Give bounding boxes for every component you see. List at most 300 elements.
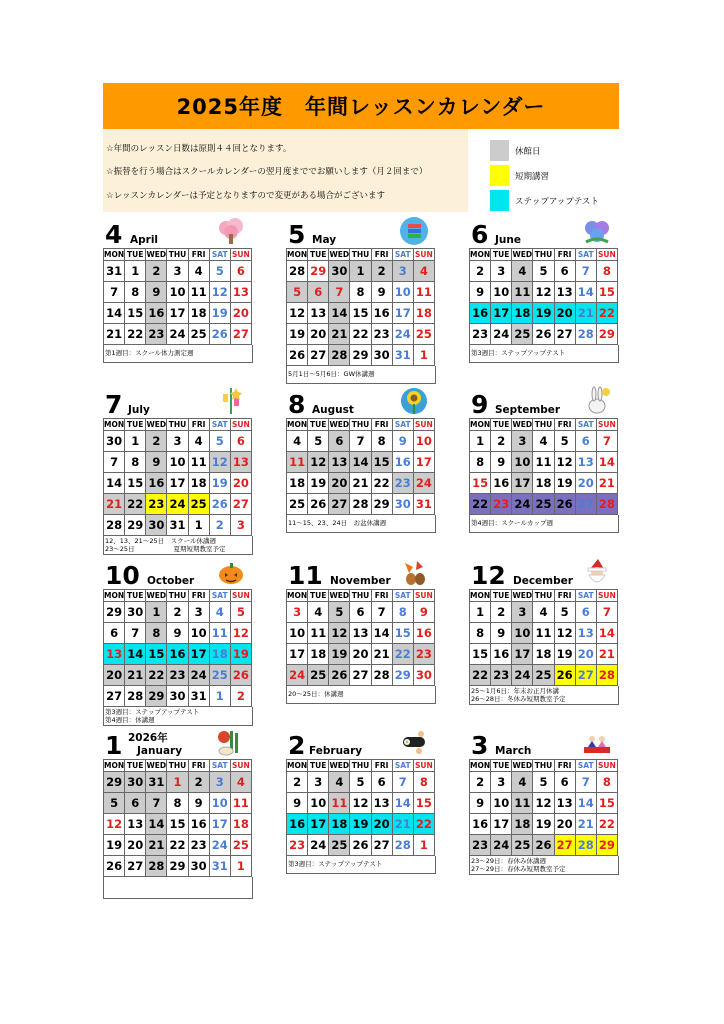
day-cell: 21 (350, 473, 371, 494)
day-cell: 17 (188, 644, 209, 665)
legend-item-short-course (490, 165, 549, 186)
day-cell: 24 (512, 494, 533, 515)
day-cell: 7 (392, 772, 413, 793)
month-name: October (147, 575, 195, 587)
calendar-grid (286, 759, 435, 856)
day-cell: 8 (413, 772, 434, 793)
month-name: June (495, 234, 521, 246)
day-cell: 28 (371, 665, 392, 686)
legend (490, 138, 620, 213)
day-cell: 17 (512, 644, 533, 665)
day-cell: 20 (575, 644, 596, 665)
week-row (287, 772, 435, 793)
day-cell: 13 (125, 814, 146, 835)
day-cell: 11 (512, 793, 533, 814)
week-row (287, 835, 435, 856)
day-cell: 17 (167, 473, 188, 494)
day-cell: 9 (188, 793, 209, 814)
day-cell: 3 (167, 261, 188, 282)
day-cell: 13 (575, 452, 596, 473)
month-november (286, 553, 435, 704)
day-cell: 29 (125, 515, 146, 536)
legend-swatch (490, 190, 509, 211)
weekday-label: SAT (575, 249, 596, 261)
day-cell: 10 (287, 623, 308, 644)
day-cell: 4 (413, 261, 434, 282)
week-row (104, 452, 252, 473)
day-cell: 28 (575, 324, 596, 345)
day-cell: 5 (329, 602, 350, 623)
day-cell: 25 (188, 324, 209, 345)
weekday-header-row (470, 760, 618, 772)
day-cell: 14 (329, 303, 350, 324)
day-cell: 5 (533, 772, 554, 793)
day-cell: 3 (491, 261, 512, 282)
day-cell: 23 (413, 644, 434, 665)
day-cell: 7 (575, 261, 596, 282)
month-header (469, 212, 618, 248)
month-name: November (330, 575, 391, 587)
week-row (287, 602, 435, 623)
week-row (104, 515, 252, 536)
weekday-label: THU (351, 420, 370, 429)
day-cell: 12 (533, 793, 554, 814)
weekday-label: SUN (598, 250, 616, 259)
day-cell: 7 (146, 793, 167, 814)
day-cell: 10 (167, 452, 188, 473)
day-cell: 7 (371, 602, 392, 623)
day-cell: 5 (104, 793, 125, 814)
day-cell: 19 (104, 835, 125, 856)
month-number: 10 (105, 561, 140, 590)
weekday-label: TUE (308, 419, 329, 431)
day-cell: 31 (104, 261, 125, 282)
month-year: 2026年 (128, 732, 168, 744)
month-name: August (312, 404, 354, 416)
day-cell: 23 (146, 494, 167, 515)
month-header (469, 382, 618, 418)
day-cell: 25 (512, 835, 533, 856)
week-row (470, 303, 618, 324)
day-cell: 28 (350, 494, 371, 515)
weekday-label: THU (168, 420, 187, 429)
day-cell: 13 (104, 644, 125, 665)
month-name: December (513, 575, 573, 587)
legend-label: 休館日 (515, 146, 541, 157)
weekday-label: FRI (188, 760, 209, 772)
day-cell: 24 (167, 494, 188, 515)
day-cell: 1 (125, 431, 146, 452)
weekday-label: SAT (209, 760, 230, 772)
month-july (103, 382, 252, 555)
day-cell: 21 (596, 473, 617, 494)
week-row (104, 644, 252, 665)
day-cell: 23 (146, 324, 167, 345)
day-cell: 20 (104, 665, 125, 686)
day-cell: 16 (491, 473, 512, 494)
day-cell: 15 (392, 623, 413, 644)
month-note (469, 686, 619, 705)
weekday-label: FRI (371, 249, 392, 261)
day-cell: 15 (470, 473, 491, 494)
week-row (470, 431, 618, 452)
day-cell: 22 (167, 835, 188, 856)
day-cell: 7 (125, 623, 146, 644)
month-note-line: 23～29日：春休み休講週 (471, 857, 547, 865)
weekday-header-row (104, 249, 252, 261)
day-cell: 27 (230, 324, 251, 345)
calendar-grid (286, 418, 435, 515)
day-cell: 6 (350, 602, 371, 623)
week-row (104, 282, 252, 303)
weekday-label: WED (512, 591, 533, 600)
santa-icon (582, 557, 612, 587)
day-cell: 27 (575, 494, 596, 515)
day-cell: 28 (575, 835, 596, 856)
day-cell: 23 (287, 835, 308, 856)
day-cell: 28 (596, 494, 617, 515)
legend-swatch (490, 165, 509, 186)
day-cell: 2 (188, 772, 209, 793)
weekday-label: TUE (491, 249, 512, 261)
day-cell: 23 (167, 665, 188, 686)
day-cell: 14 (350, 452, 371, 473)
day-cell: 14 (575, 793, 596, 814)
weekday-label: FRI (371, 590, 392, 602)
week-row (287, 494, 435, 515)
day-cell: 4 (512, 772, 533, 793)
day-cell: 13 (575, 623, 596, 644)
day-cell: 2 (146, 431, 167, 452)
day-cell: 21 (104, 494, 125, 515)
day-cell: 2 (209, 515, 230, 536)
day-cell: 11 (512, 282, 533, 303)
day-cell: 18 (188, 473, 209, 494)
weekday-label: MON (104, 761, 125, 770)
day-cell: 21 (371, 644, 392, 665)
month-header (103, 723, 252, 759)
day-cell: 20 (350, 644, 371, 665)
day-cell: 9 (167, 623, 188, 644)
weekday-label: WED (146, 591, 167, 600)
day-cell: 30 (104, 431, 125, 452)
day-cell: 2 (491, 431, 512, 452)
weekday-label: FRI (371, 419, 392, 431)
weekday-header-row (287, 760, 435, 772)
weekday-label: SAT (392, 249, 413, 261)
day-cell: 13 (230, 452, 251, 473)
day-cell: 1 (413, 835, 434, 856)
weekday-label: SAT (209, 419, 230, 431)
day-cell: 9 (146, 282, 167, 303)
new-year-icon (216, 727, 246, 757)
day-cell: 1 (167, 772, 188, 793)
day-cell: 19 (230, 644, 251, 665)
weekday-label: SAT (392, 419, 413, 431)
day-cell: 11 (188, 452, 209, 473)
day-cell: 19 (209, 303, 230, 324)
weekday-label: SAT (209, 590, 230, 602)
day-cell: 16 (167, 644, 188, 665)
day-cell: 25 (230, 835, 251, 856)
weekday-label: FRI (371, 760, 392, 772)
day-cell: 8 (470, 623, 491, 644)
day-cell: 26 (209, 494, 230, 515)
day-cell: 10 (491, 793, 512, 814)
day-cell: 12 (287, 303, 308, 324)
month-note (286, 686, 436, 704)
day-cell: 28 (329, 345, 350, 366)
weekday-label: MON (470, 761, 491, 770)
week-row (470, 835, 618, 856)
day-cell: 24 (188, 665, 209, 686)
day-cell: 28 (287, 261, 308, 282)
month-note (469, 515, 619, 533)
day-cell: 26 (104, 856, 125, 877)
day-cell: 14 (392, 793, 413, 814)
calendar-grid (103, 589, 252, 707)
day-cell: 29 (350, 345, 371, 366)
day-cell: 12 (533, 282, 554, 303)
week-row (470, 793, 618, 814)
day-cell: 27 (308, 345, 329, 366)
day-cell: 3 (167, 431, 188, 452)
day-cell: 5 (209, 261, 230, 282)
ehomaki-icon (399, 727, 429, 757)
month-note-line: 第4週目：休講週 (105, 716, 155, 724)
day-cell: 6 (230, 261, 251, 282)
day-cell: 16 (470, 814, 491, 835)
day-cell: 25 (533, 665, 554, 686)
day-cell: 5 (554, 602, 575, 623)
day-cell: 2 (371, 261, 392, 282)
day-cell: 12 (230, 623, 251, 644)
week-row (470, 772, 618, 793)
month-number: 7 (105, 390, 123, 419)
day-cell: 27 (230, 494, 251, 515)
day-cell: 19 (350, 814, 371, 835)
month-note-line: 第4週目：スクールカップ週 (471, 519, 553, 527)
month-january (103, 723, 252, 899)
weekday-label: WED (512, 250, 533, 259)
weekday-label: WED (146, 250, 167, 259)
weekday-label: WED (329, 420, 350, 429)
day-cell: 14 (596, 623, 617, 644)
week-row (470, 644, 618, 665)
page-title: 2025年度 年間レッスンカレンダー (176, 95, 546, 119)
weekday-label: THU (534, 591, 553, 600)
week-row (470, 282, 618, 303)
day-cell: 26 (329, 665, 350, 686)
calendar-grid (286, 248, 435, 366)
weekday-label: TUE (308, 249, 329, 261)
day-cell: 6 (125, 793, 146, 814)
weekday-label: FRI (554, 419, 575, 431)
day-cell: 26 (209, 324, 230, 345)
day-cell: 9 (287, 793, 308, 814)
day-cell: 2 (146, 261, 167, 282)
day-cell: 28 (596, 665, 617, 686)
day-cell: 15 (125, 303, 146, 324)
day-cell: 28 (392, 835, 413, 856)
day-cell: 4 (287, 431, 308, 452)
day-cell: 1 (230, 856, 251, 877)
weekday-header-row (287, 249, 435, 261)
weekday-label: THU (351, 761, 370, 770)
day-cell: 31 (167, 515, 188, 536)
day-cell: 4 (512, 261, 533, 282)
day-cell: 10 (167, 282, 188, 303)
day-cell: 8 (371, 431, 392, 452)
day-cell: 31 (209, 856, 230, 877)
month-number: 4 (105, 220, 123, 249)
week-row (104, 793, 252, 814)
legend-label: 短期講習 (515, 171, 550, 182)
day-cell: 31 (413, 494, 434, 515)
day-cell: 8 (596, 261, 617, 282)
day-cell: 16 (470, 303, 491, 324)
day-cell: 3 (512, 431, 533, 452)
day-cell: 22 (392, 644, 413, 665)
day-cell: 12 (308, 452, 329, 473)
month-june (469, 212, 618, 363)
month-august (286, 382, 435, 533)
day-cell: 25 (329, 835, 350, 856)
day-cell: 8 (167, 793, 188, 814)
day-cell: 30 (329, 261, 350, 282)
month-name: January (137, 745, 183, 757)
day-cell: 21 (104, 324, 125, 345)
note-line: ☆振替を行う場合はスクールカレンダーの翌月度まででお願いします（月２回まで） (106, 167, 428, 177)
day-cell: 4 (308, 602, 329, 623)
hina-dolls-icon (582, 727, 612, 757)
weekday-label: MON (470, 420, 491, 429)
day-cell: 16 (146, 473, 167, 494)
day-cell: 13 (371, 793, 392, 814)
week-row (104, 324, 252, 345)
weekday-label: SAT (575, 590, 596, 602)
day-cell: 14 (125, 644, 146, 665)
day-cell: 30 (125, 772, 146, 793)
month-february (286, 723, 435, 874)
day-cell: 11 (209, 623, 230, 644)
weekday-label: SUN (232, 591, 250, 600)
weekday-label: WED (329, 250, 350, 259)
month-december (469, 553, 618, 705)
day-cell: 1 (188, 515, 209, 536)
weekday-label: THU (534, 761, 553, 770)
day-cell: 23 (491, 665, 512, 686)
day-cell: 24 (512, 665, 533, 686)
day-cell: 18 (329, 814, 350, 835)
day-cell: 20 (308, 324, 329, 345)
day-cell: 22 (350, 324, 371, 345)
legend-item-step-up-test (490, 190, 599, 211)
day-cell: 19 (533, 303, 554, 324)
day-cell: 12 (350, 793, 371, 814)
calendar-grid (469, 589, 618, 686)
day-cell: 21 (392, 814, 413, 835)
month-header (103, 382, 252, 418)
day-cell: 2 (287, 772, 308, 793)
day-cell: 30 (371, 345, 392, 366)
day-cell: 31 (146, 772, 167, 793)
calendar-grid (469, 759, 618, 856)
week-row (104, 814, 252, 835)
week-row (470, 494, 618, 515)
day-cell: 3 (188, 602, 209, 623)
weekday-label: SUN (415, 250, 433, 259)
day-cell: 10 (512, 623, 533, 644)
day-cell: 24 (167, 324, 188, 345)
day-cell: 11 (413, 282, 434, 303)
month-note-line: 第3週目：ステップアップテスト (288, 860, 383, 868)
week-row (287, 452, 435, 473)
day-cell: 26 (287, 345, 308, 366)
day-cell: 26 (308, 494, 329, 515)
weekday-label: SUN (598, 420, 616, 429)
day-cell: 6 (308, 282, 329, 303)
day-cell: 8 (596, 772, 617, 793)
day-cell: 11 (188, 282, 209, 303)
day-cell: 24 (209, 835, 230, 856)
day-cell: 28 (104, 515, 125, 536)
weekday-label: SAT (392, 760, 413, 772)
weekday-label: MON (287, 250, 308, 259)
day-cell: 5 (308, 431, 329, 452)
weekday-label: SAT (575, 419, 596, 431)
day-cell: 13 (329, 452, 350, 473)
day-cell: 6 (230, 431, 251, 452)
day-cell: 22 (596, 303, 617, 324)
weekday-label: FRI (554, 249, 575, 261)
day-cell: 31 (392, 345, 413, 366)
weekday-header-row (104, 419, 252, 431)
week-row (104, 623, 252, 644)
weekday-label: WED (146, 420, 167, 429)
day-cell: 2 (167, 602, 188, 623)
day-cell: 22 (470, 665, 491, 686)
day-cell: 18 (287, 473, 308, 494)
weekday-header-row (104, 590, 252, 602)
day-cell: 17 (512, 473, 533, 494)
calendar-grid (103, 418, 252, 536)
day-cell: 13 (230, 282, 251, 303)
weekday-label: THU (534, 420, 553, 429)
day-cell: 4 (188, 261, 209, 282)
day-cell: 5 (287, 282, 308, 303)
day-cell: 16 (413, 623, 434, 644)
day-cell: 20 (230, 473, 251, 494)
day-cell: 7 (596, 602, 617, 623)
month-note (286, 515, 436, 533)
day-cell: 21 (596, 644, 617, 665)
week-row (104, 431, 252, 452)
day-cell: 29 (596, 835, 617, 856)
day-cell: 20 (230, 303, 251, 324)
weekday-label: SUN (415, 420, 433, 429)
day-cell: 20 (554, 814, 575, 835)
weekday-label: TUE (308, 760, 329, 772)
day-cell: 15 (125, 473, 146, 494)
day-cell: 7 (596, 431, 617, 452)
weekday-label: TUE (308, 590, 329, 602)
weekday-label: WED (329, 761, 350, 770)
day-cell: 23 (470, 835, 491, 856)
day-cell: 17 (413, 452, 434, 473)
weekday-label: WED (512, 761, 533, 770)
weekday-label: THU (168, 250, 187, 259)
